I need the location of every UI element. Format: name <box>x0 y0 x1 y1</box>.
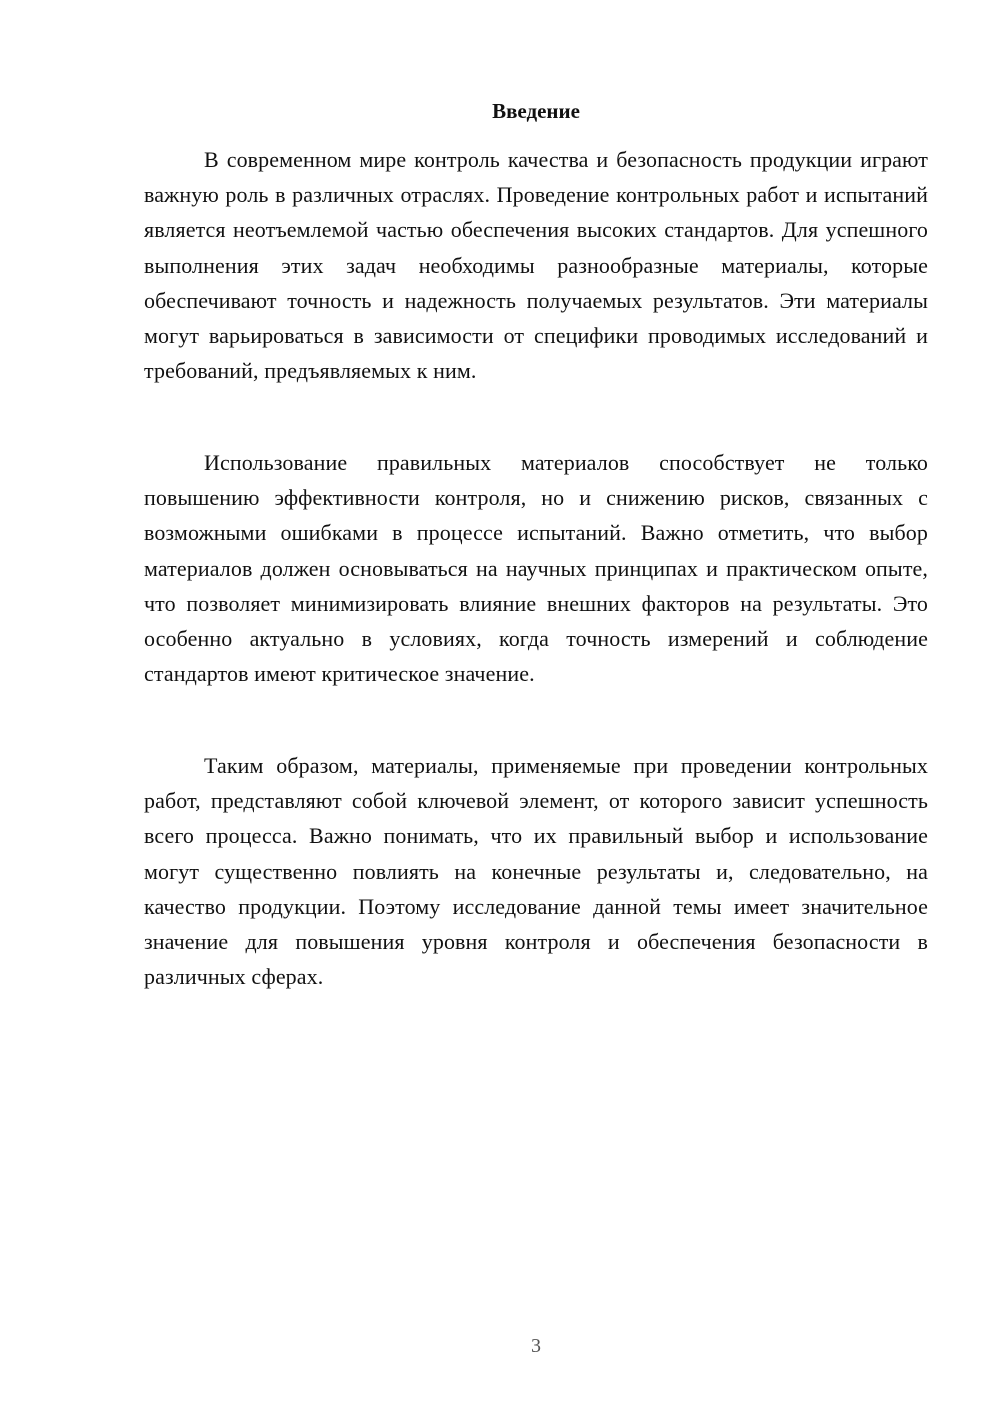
page-number: 3 <box>531 1335 541 1357</box>
paragraph-2: Использование правильных материалов способствует не только повышению эффективности контроля, но и снижению рисков, связанных с возможными ошибками в процессе испытаний. Важно отметить, что выбор материалов должен основываться на научных принципах и практическом опыте, что позволяет минимизировать влияние внешних факторов на результаты. Это особенно актуально в условиях, когда точность измерений и соблюдение стандартов имеют критическое значение. <box>144 450 928 687</box>
paragraph-1: В современном мире контроль качества и безопасность продукции играют важную роль в различных отраслях. Проведение контрольных работ и испытаний является неотъемлемой частью обеспечения высоких стандартов. Для успешного выполнения этих задач необходимы разнообразные материалы, которые обеспечивают точность и надежность получаемых результатов. Эти материалы могут варьироваться в зависимости от специфики проводимых исследований и требований, предъявляемых к ним. <box>144 147 928 384</box>
section-title: Введение <box>492 99 580 123</box>
paragraph-3: Таким образом, материалы, применяемые при проведении контрольных работ, представляют собой ключевой элемент, от которого зависит успешность всего процесса. Важно понимать, что их правильный выбор и использование могут существенно повлиять на конечные результаты и, следовательно, на качество продукции. Поэтому исследование данной темы имеет значительное значение для повышения уровня контроля и обеспечения безопасности в различных сферах. <box>144 753 928 990</box>
